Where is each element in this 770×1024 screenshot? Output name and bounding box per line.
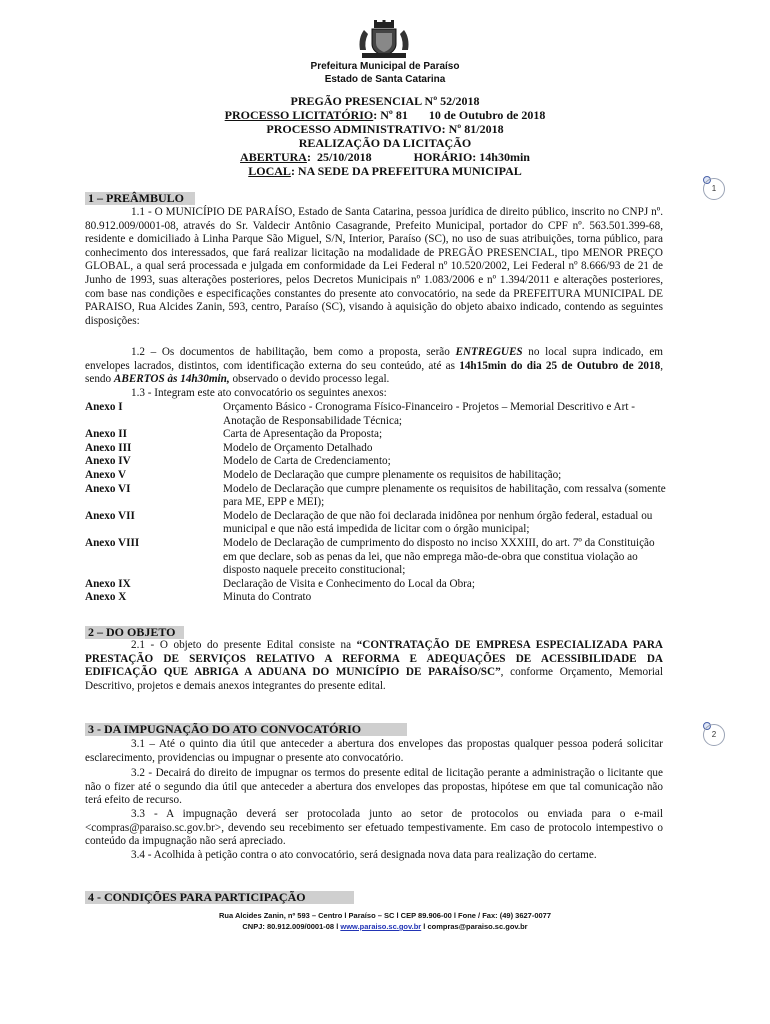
annex-description: Modelo de Declaração de que não foi declarada inidônea por nenhum órgão federal, estadual ou municipal e que não está impedida de licitar com o órgão municipal; [223,509,653,536]
abertura-line [0,150,770,164]
annex-description: Modelo de Carta de Credenciamento; [223,455,391,468]
section-condicoes-heading: 4 - CONDIÇÕES PARA PARTICIPAÇÃO [85,891,354,904]
paragraph-3-1: 3.1 – Até o quinto dia útil que anteceder a abertura dos envelopes das propostas qualquer pessoa poderá solicitar esclarecimento, providencias ou impugnar o presente ato convocatório. [85,738,663,764]
local-value: : NA SEDE DA PREFEITURA MUNICIPAL [290,164,522,178]
paragraph-2-1 [85,639,663,693]
page-marker-2: 2 [703,724,725,746]
annex-description: Modelo de Orçamento Detalhado [223,441,373,454]
municipal-coat-of-arms-icon [356,20,412,60]
website-link[interactable]: www.paraiso.sc.gov.br [340,922,422,931]
p21-text-c: , conforme Orçamento, Memorial Descritivo, projetos e demais anexos integrantes do presente edital. [85,666,664,692]
p12-text-e: , sendo [85,359,663,386]
annex-description: Declaração de Visita e Conhecimento do Local da Obra; [223,577,475,590]
pregao-title: PREGÃO PRESENCIAL Nº 52/2018 [290,94,480,108]
p12-abertos: ABERTOS às 14h30min, [113,373,230,386]
p12-text-c: no local supra indicado, em envelopes lacrados, distintos, com identificação externa do seu conteúdo, até as [85,346,663,372]
annex-description: Modelo de Declaração que cumpre plenamente os requisitos de habilitação, com ressalva (somente para ME, EPP e MEI); [223,482,666,509]
abertura-value: : 25/10/2018 HORÁRIO: 14h30min [306,150,530,164]
paragraph-3-4: 3.4 - Acolhida à petição contra o ato convocatório, será designada nova data para realização do certame. [131,849,597,861]
annex-row [85,591,670,605]
p12-deadline: 14h15min do dia 25 de Outubro de 2018 [459,359,661,372]
annex-description: Modelo de Declaração que cumpre plenamente os requisitos de habilitação; [223,468,562,481]
processo-licitatorio-line [0,108,770,122]
section-objeto-heading: 2 – DO OBJETO [85,626,184,639]
annex-row [85,483,670,510]
annex-label: Anexo VII [85,509,135,522]
annex-label: Anexo II [85,428,127,441]
annex-row [85,401,670,428]
paragraph-1-2 [85,346,663,387]
page-marker-1: 1 [703,178,725,200]
annex-row [85,510,670,537]
annex-list [85,401,670,605]
annex-label: Anexo VIII [85,536,140,549]
annex-row [85,442,670,456]
annex-label: Anexo X [85,591,127,604]
abertura-label: ABERTURA [240,150,307,164]
paragraph-1-1: 1.1 - O MUNICÍPIO DE PARAÍSO, Estado de Santa Catarina, pessoa jurídica de direito público, inscrito no CNPJ nº. 80.912.009/0001-08, através do Sr. Valdecir Antônio Casagrande, Prefeito Municipal, portador do CPF nº. 563.501.399-68, residente e domiciliado à Linha Parque São Miguel, S/N, Interior, Paraíso (SC), no uso de suas atribuições, torna público, para conhecimento dos interessados, que fará realizar licitação na modalidade de PREGÃO PRESENCIAL, tipo MENOR PREÇO GLOBAL, a qual será processada e julgada em conformidade da Lei Federal nº 10.520/2002, Lei Federal nº 8.666/93 de 21 de Junho de 1993, suas alterações posteriores, pelos Decretos Municipais nº 1.083/2006 e nº 1.394/2011 e alterações posteriores, com base nas condições e especificações constantes do presente ato convocatório, na sede da PREFEITURA MUNICIPAL DE PARAISO, Rua Alcides Zanin, 593, centro, Paraíso (SC), visando à aquisição do objeto abaixo indicado, contendo as seguintes disposições: [85,206,663,327]
annex-label: Anexo III [85,441,132,454]
paragraph-3-2: 3.2 - Decairá do direito de impugnar os termos do presente edital de licitação perante a administração o licitante que não o fizer até o segundo dia útil que anteceder a abertura dos envelopes das propostas, hipótese em que tal comunicação não terá efeito de recurso. [85,767,663,807]
processo-licitatorio-value: : Nº 81 10 de Outubro de 2018 [373,108,546,122]
annex-label: Anexo VI [85,482,131,495]
annex-description: Carta de Apresentação da Proposta; [223,428,383,441]
annex-description: Orçamento Básico - Cronograma Físico-Financeiro - Projetos – Memorial Descritivo e Art - Anotação de Responsabilidade Técnica; [223,401,635,427]
paragraph-3-3: 3.3 - A impugnação deverá ser protocolada junto ao setor de protocolos ou enviada para o e-mail <compras@paraiso.sc.gov.br>, devendo seu recebimento ser efetuado tempestivamente. Em caso de protocolo intempestivo o conteúdo da impugnação não será apreciado. [85,808,663,848]
footer-email: l compras@paraiso.sc.gov.br [421,922,528,931]
footer-cnpj: CNPJ: 80.912.009/0001-08 l [242,922,341,931]
p21-text-a: 2.1 - O objeto do presente Edital consiste na [131,639,357,651]
section-impugnacao-heading: 3 - DA IMPUGNAÇÃO DO ATO CONVOCATÓRIO [85,723,407,736]
annex-row [85,578,670,592]
section-preambulo-heading: 1 – PREÂMBULO [85,192,195,205]
annex-description: Minuta do Contrato [223,591,312,604]
footer-contacts [0,922,770,931]
footer-address: Rua Alcides Zanin, nº 593 – Centro l Paraíso – SC l CEP 89.906-00 l Fone / Fax: (49) 3627-0077 [218,911,552,920]
annex-label: Anexo V [85,468,127,481]
annex-row [85,537,670,578]
annex-label: Anexo I [85,401,123,413]
annex-row [85,428,670,442]
annex-description: Modelo de Declaração de cumprimento do disposto no inciso XXXIII, do art. 7º da Constituição em que declare, sob as penas da lei, que não emprega mão-de-obra que constitua violação ao disposto naquele preceito constitucional; [223,536,655,577]
processo-administrativo-line: PROCESSO ADMINISTRATIVO: Nº 81/2018 [266,122,504,136]
annex-row [85,455,670,469]
processo-licitatorio-label: PROCESSO LICITATÓRIO [224,108,374,122]
org-name: Prefeitura Municipal de Paraíso [310,61,460,72]
annex-label: Anexo IV [85,455,131,468]
p21-object: “CONTRATAÇÃO DE EMPRESA ESPECIALIZADA PARA PRESTAÇÃO DE SERVIÇOS RELATIVO A REFORMA E ADEQUAÇÕES DE ACESSIBILIDADE DA EDIFICAÇÃO QUE ABRIGA A ADUANA DO MUNICÍPIO DE PARAÍSO/SC” [85,639,663,679]
p12-text-g: observado o devido processo legal. [229,373,390,386]
annex-row [85,469,670,483]
org-state: Estado de Santa Catarina [324,74,446,85]
p12-text-a: 1.2 – Os documentos de habilitação, bem como a proposta, serão [131,346,456,358]
p12-entregues: ENTREGUES [455,346,523,358]
annex-label: Anexo IX [85,577,131,590]
paragraph-1-3: 1.3 - Integram este ato convocatório os seguintes anexos: [131,387,387,399]
local-line [0,164,770,178]
realizacao-line: REALIZAÇÃO DA LICITAÇÃO [298,136,472,150]
local-label: LOCAL [248,164,291,178]
